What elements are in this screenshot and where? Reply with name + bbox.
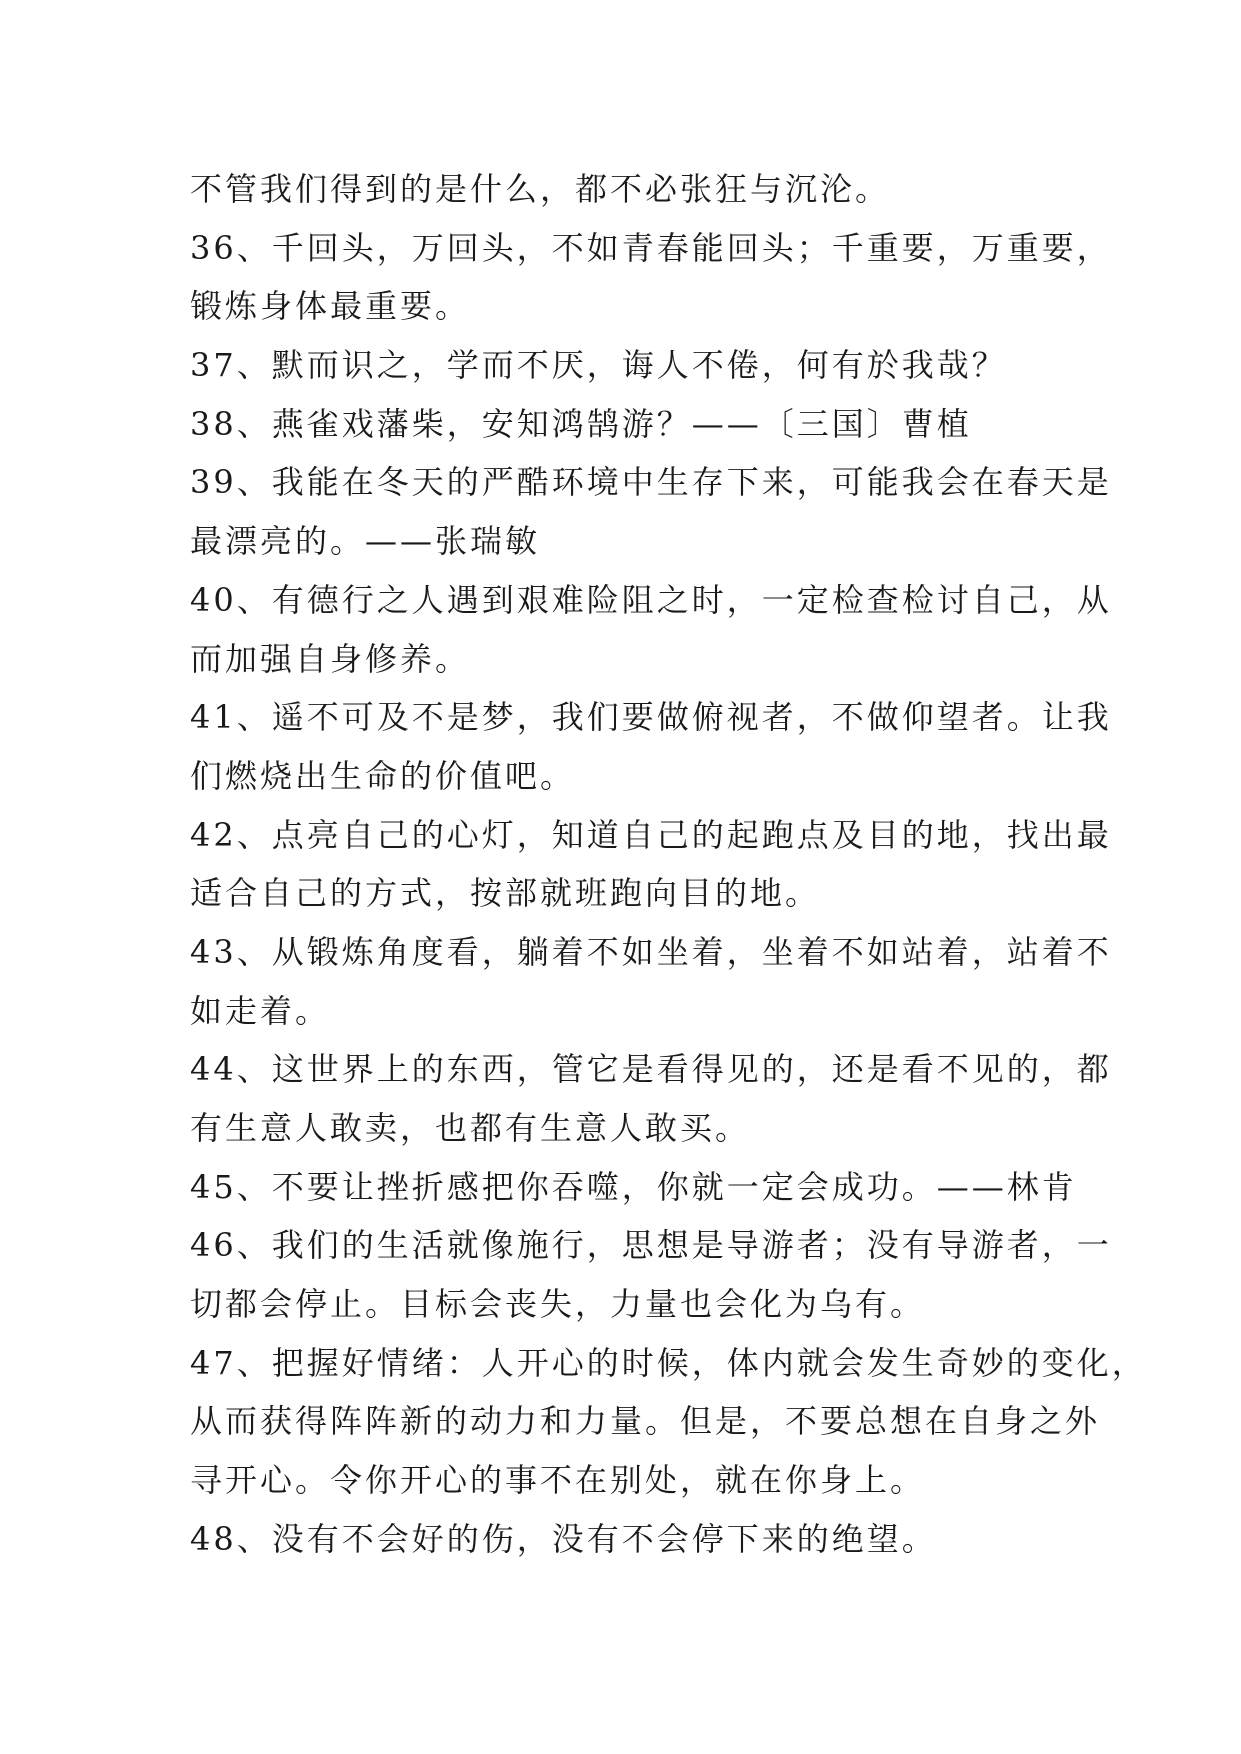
text-line: 们燃烧出生命的价值吧。 (190, 756, 576, 795)
text-line: 46、我们的生活就像施行，思想是导游者；没有导游者，一 (190, 1226, 1112, 1265)
text-line: 48、没有不会好的伤，没有不会停下来的绝望。 (190, 1519, 937, 1558)
text-line: 如走着。 (190, 991, 331, 1030)
text-line: 43、从锻炼角度看，躺着不如坐着，坐着不如站着，站着不 (190, 932, 1112, 971)
text-line: 44、这世界上的东西，管它是看得见的，还是看不见的，都 (190, 1050, 1112, 1089)
text-line: 而加强自身修养。 (190, 639, 471, 678)
text-line: 41、遥不可及不是梦，我们要做俯视者，不做仰望者。让我 (190, 698, 1112, 737)
text-line: 切都会停止。目标会丧失，力量也会化为乌有。 (190, 1285, 926, 1324)
text-line: 38、燕雀戏藩柴，安知鸿鹄游？——〔三国〕曹植 (190, 404, 972, 443)
text-line: 47、把握好情绪：人开心的时候，体内就会发生奇妙的变化， (190, 1343, 1147, 1382)
text-line: 42、点亮自己的心灯，知道自己的起跑点及目的地，找出最 (190, 815, 1112, 854)
text-line: 36、千回头，万回头，不如青春能回头；千重要，万重要， (190, 228, 1112, 267)
text-line: 有生意人敢卖，也都有生意人敢买。 (190, 1109, 751, 1147)
text-line: 从而获得阵阵新的动力和力量。但是，不要总想在自身之外 (190, 1402, 1101, 1441)
text-line: 不管我们得到的是什么，都不必张狂与沉沦。 (190, 170, 891, 208)
text-line: 适合自己的方式，按部就班跑向目的地。 (190, 874, 821, 913)
text-line: 寻开心。令你开心的事不在别处，就在你身上。 (190, 1461, 926, 1500)
text-line: 最漂亮的。——张瑞敏 (190, 522, 541, 561)
text-line: 锻炼身体最重要。 (190, 287, 471, 326)
text-line: 37、默而识之，学而不厌，诲人不倦，何有於我哉？ (190, 346, 1007, 385)
text-body (190, 160, 1147, 1569)
text-line: 45、不要让挫折感把你吞噬，你就一定会成功。——林肯 (190, 1167, 1077, 1206)
text-line: 40、有德行之人遇到艰难险阻之时，一定检查检讨自己，从 (190, 580, 1112, 619)
text-line: 39、我能在冬天的严酷环境中生存下来，可能我会在春天是 (190, 463, 1112, 502)
